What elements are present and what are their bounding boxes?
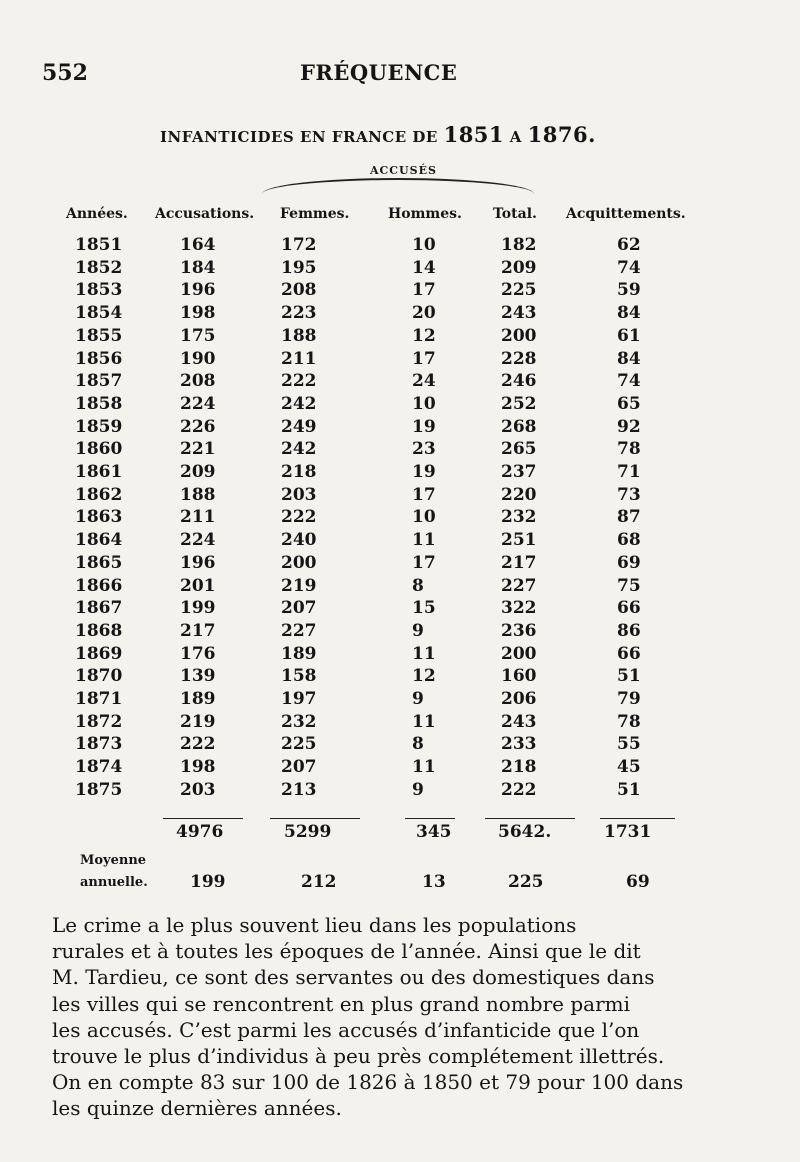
row-acquittements: 79	[617, 689, 641, 709]
row-femmes: 200	[281, 552, 317, 573]
row-total: 268	[501, 416, 537, 437]
row-year: 1864	[75, 530, 123, 551]
paragraph-line: les accusés. C’est parmi les accusés d’infanticide que l’on	[52, 1017, 640, 1042]
row-accusations: 201	[180, 575, 216, 596]
table-title	[160, 122, 596, 147]
row-total: 160	[501, 666, 537, 687]
row-accusations: 196	[180, 280, 216, 301]
row-accusations: 196	[180, 552, 216, 573]
row-total: 200	[501, 325, 537, 346]
table-row	[0, 712, 800, 735]
row-acquittements: 66	[617, 643, 641, 664]
row-hommes: 17	[412, 280, 436, 301]
row-total: 217	[501, 552, 537, 573]
row-accusations: 176	[180, 643, 216, 664]
row-total: 228	[501, 348, 537, 369]
row-hommes: 17	[412, 552, 436, 573]
paragraph-line: les quinze dernières années.	[52, 1096, 342, 1121]
row-accusations: 203	[180, 779, 216, 800]
row-acquittements: 51	[617, 779, 641, 800]
row-total: 182	[501, 235, 537, 255]
accuses-brace	[262, 178, 534, 194]
row-year: 1852	[75, 257, 123, 278]
row-accusations: 226	[180, 416, 216, 437]
row-accusations: 208	[180, 371, 216, 392]
row-femmes: 207	[281, 757, 317, 778]
row-accusations: 188	[180, 484, 216, 505]
row-total: 246	[501, 371, 537, 392]
row-hommes: 17	[412, 348, 436, 369]
row-acquittements: 69	[617, 552, 641, 573]
total-hommes: 345	[416, 822, 452, 842]
row-acquittements: 51	[617, 666, 641, 687]
row-year: 1859	[75, 416, 123, 437]
column-header-total: Total.	[493, 206, 537, 222]
column-header-femmes: Femmes.	[280, 206, 350, 222]
row-femmes: 197	[281, 689, 317, 709]
row-total: 265	[501, 439, 537, 460]
row-hommes: 10	[412, 235, 436, 255]
paragraph-line: M. Tardieu, ce sont des servantes ou des domestiques dans	[52, 965, 655, 990]
total-rule-accusations	[163, 818, 243, 819]
table-row	[0, 576, 800, 599]
row-hommes: 11	[412, 757, 436, 778]
row-hommes: 24	[412, 371, 436, 392]
row-hommes: 15	[412, 598, 436, 619]
row-total: 220	[501, 484, 537, 505]
table-row	[0, 644, 800, 667]
row-total: 322	[501, 598, 537, 619]
row-year: 1871	[75, 689, 123, 709]
row-acquittements: 75	[617, 575, 641, 596]
table-row	[0, 689, 800, 712]
average-total: 225	[508, 872, 544, 892]
row-year: 1874	[75, 757, 123, 778]
row-accusations: 224	[180, 393, 216, 414]
row-acquittements: 73	[617, 484, 641, 505]
row-accusations: 198	[180, 303, 216, 324]
row-total: 218	[501, 757, 537, 778]
paragraph-line: rurales et à toutes les époques de l’année. Ainsi que le dit	[52, 939, 641, 964]
row-accusations: 224	[180, 530, 216, 551]
row-femmes: 189	[281, 643, 317, 664]
row-hommes: 12	[412, 325, 436, 346]
row-accusations: 175	[180, 325, 216, 346]
row-femmes: 158	[281, 666, 317, 687]
row-hommes: 11	[412, 643, 436, 664]
row-femmes: 223	[281, 303, 317, 324]
table-row	[0, 235, 800, 258]
row-femmes: 219	[281, 575, 317, 596]
row-year: 1858	[75, 393, 123, 414]
row-accusations: 221	[180, 439, 216, 460]
row-acquittements: 78	[617, 711, 641, 732]
row-acquittements: 65	[617, 393, 641, 414]
row-accusations: 211	[180, 507, 216, 528]
row-acquittements: 45	[617, 757, 641, 778]
table-row	[0, 258, 800, 281]
row-hommes: 8	[412, 734, 424, 755]
row-year: 1868	[75, 620, 123, 641]
row-femmes: 188	[281, 325, 317, 346]
table-row	[0, 326, 800, 349]
row-acquittements: 78	[617, 439, 641, 460]
row-femmes: 203	[281, 484, 317, 505]
table-row	[0, 530, 800, 553]
row-femmes: 213	[281, 779, 317, 800]
row-acquittements: 86	[617, 620, 641, 641]
row-femmes: 249	[281, 416, 317, 437]
table-row	[0, 439, 800, 462]
average-femmes: 212	[301, 872, 337, 892]
row-total: 232	[501, 507, 537, 528]
row-acquittements: 92	[617, 416, 641, 437]
row-femmes: 222	[281, 371, 317, 392]
average-hommes: 13	[422, 872, 446, 892]
row-hommes: 23	[412, 439, 436, 460]
row-year: 1870	[75, 666, 123, 687]
row-total: 225	[501, 280, 537, 301]
row-year: 1869	[75, 643, 123, 664]
table-row	[0, 621, 800, 644]
paragraph-line: Le crime a le plus souvent lieu dans les populations	[52, 913, 577, 937]
row-accusations: 219	[180, 711, 216, 732]
row-femmes: 218	[281, 462, 317, 482]
row-accusations: 217	[180, 620, 216, 641]
table-row	[0, 417, 800, 440]
table-row	[0, 553, 800, 576]
total-rule-acquittements	[600, 818, 675, 819]
table-row	[0, 507, 800, 530]
table-row	[0, 598, 800, 621]
row-accusations: 209	[180, 462, 216, 482]
row-accusations: 164	[180, 235, 216, 255]
row-hommes: 10	[412, 507, 436, 528]
row-hommes: 8	[412, 575, 424, 596]
row-year: 1862	[75, 484, 123, 505]
row-hommes: 14	[412, 257, 436, 278]
row-femmes: 242	[281, 439, 317, 460]
row-hommes: 10	[412, 393, 436, 414]
average-label	[80, 850, 148, 894]
row-hommes: 9	[412, 620, 424, 641]
table-row	[0, 371, 800, 394]
row-femmes: 207	[281, 598, 317, 619]
row-hommes: 9	[412, 689, 424, 709]
row-hommes: 20	[412, 303, 436, 324]
row-year: 1866	[75, 575, 123, 596]
column-header-acquittements: Acquittements.	[566, 206, 686, 222]
total-femmes: 5299	[284, 822, 332, 842]
row-year: 1860	[75, 439, 123, 460]
row-hommes: 9	[412, 779, 424, 800]
row-year: 1855	[75, 325, 123, 346]
row-total: 237	[501, 462, 537, 482]
column-header-accusations: Accusations.	[155, 206, 255, 222]
row-total: 222	[501, 779, 537, 800]
average-accusations: 199	[190, 872, 226, 892]
row-acquittements: 66	[617, 598, 641, 619]
table-row	[0, 780, 800, 803]
row-femmes: 208	[281, 280, 317, 301]
row-acquittements: 59	[617, 280, 641, 301]
row-total: 236	[501, 620, 537, 641]
row-acquittements: 84	[617, 348, 641, 369]
row-acquittements: 87	[617, 507, 641, 528]
total-rule-hommes	[405, 818, 455, 819]
running-title: FRÉQUENCE	[300, 60, 458, 85]
row-femmes: 222	[281, 507, 317, 528]
total-acquittements: 1731	[604, 822, 652, 842]
row-year: 1853	[75, 280, 123, 301]
row-year: 1851	[75, 235, 123, 255]
paragraph-line: On en compte 83 sur 100 de 1826 à 1850 et 79 pour 100 dans	[52, 1070, 684, 1095]
row-total: 243	[501, 711, 537, 732]
table-title-year-start: 1851	[443, 122, 505, 147]
table-title-year-end: 1876.	[527, 122, 596, 147]
row-year: 1865	[75, 552, 123, 573]
paragraph-line: les villes qui se rencontrent en plus grand nombre parmi	[52, 991, 630, 1016]
table-title-mid: A	[509, 128, 522, 146]
row-acquittements: 71	[617, 462, 641, 482]
row-year: 1863	[75, 507, 123, 528]
row-total: 200	[501, 643, 537, 664]
page-number: 552	[42, 60, 88, 86]
row-femmes: 227	[281, 620, 317, 641]
row-year: 1861	[75, 462, 123, 482]
row-hommes: 17	[412, 484, 436, 505]
row-accusations: 190	[180, 348, 216, 369]
average-acquittements: 69	[626, 872, 650, 892]
row-total: 227	[501, 575, 537, 596]
row-year: 1854	[75, 303, 123, 324]
row-femmes: 232	[281, 711, 317, 732]
total-accusations: 4976	[176, 822, 224, 842]
table-row	[0, 485, 800, 508]
total-rule-total	[485, 818, 575, 819]
row-year: 1873	[75, 734, 123, 755]
row-total: 206	[501, 689, 537, 709]
row-year: 1872	[75, 711, 123, 732]
row-accusations: 184	[180, 257, 216, 278]
row-acquittements: 74	[617, 257, 641, 278]
row-hommes: 19	[412, 462, 436, 482]
row-total: 233	[501, 734, 537, 755]
row-year: 1857	[75, 371, 123, 392]
row-year: 1856	[75, 348, 123, 369]
row-accusations: 189	[180, 689, 216, 709]
accuses-group-label: ACCUSÉS	[370, 164, 437, 177]
row-femmes: 172	[281, 235, 317, 255]
row-year: 1875	[75, 779, 123, 800]
row-accusations: 139	[180, 666, 216, 687]
row-femmes: 242	[281, 393, 317, 414]
row-acquittements: 74	[617, 371, 641, 392]
table-row	[0, 394, 800, 417]
row-femmes: 240	[281, 530, 317, 551]
row-hommes: 12	[412, 666, 436, 687]
paragraph-line: trouve le plus d’individus à peu près complétement illettrés.	[52, 1044, 665, 1069]
average-label-line-1: Moyenne	[80, 853, 147, 868]
column-header-hommes: Hommes.	[388, 206, 462, 222]
row-total: 251	[501, 530, 537, 551]
row-year: 1867	[75, 598, 123, 619]
column-header-annees: Années.	[66, 206, 128, 222]
row-acquittements: 61	[617, 325, 641, 346]
row-hommes: 11	[412, 530, 436, 551]
table-row	[0, 757, 800, 780]
row-hommes: 19	[412, 416, 436, 437]
body-paragraph	[52, 912, 712, 1122]
row-accusations: 198	[180, 757, 216, 778]
table-row	[0, 734, 800, 757]
row-total: 209	[501, 257, 537, 278]
row-acquittements: 84	[617, 303, 641, 324]
average-label-line-2: annuelle.	[80, 875, 148, 890]
row-acquittements: 62	[617, 235, 641, 255]
row-total: 252	[501, 393, 537, 414]
total-rule-femmes	[270, 818, 360, 819]
row-acquittements: 55	[617, 734, 641, 755]
table-row	[0, 280, 800, 303]
row-femmes: 195	[281, 257, 317, 278]
table-title-prefix: INFANTICIDES EN FRANCE DE	[160, 128, 438, 146]
row-femmes: 225	[281, 734, 317, 755]
table-row	[0, 349, 800, 372]
table-row	[0, 666, 800, 689]
row-total: 243	[501, 303, 537, 324]
total-total: 5642.	[498, 822, 552, 842]
row-hommes: 11	[412, 711, 436, 732]
row-accusations: 199	[180, 598, 216, 619]
row-femmes: 211	[281, 348, 317, 369]
row-accusations: 222	[180, 734, 216, 755]
table-row	[0, 303, 800, 326]
row-acquittements: 68	[617, 530, 641, 551]
table-row	[0, 462, 800, 485]
